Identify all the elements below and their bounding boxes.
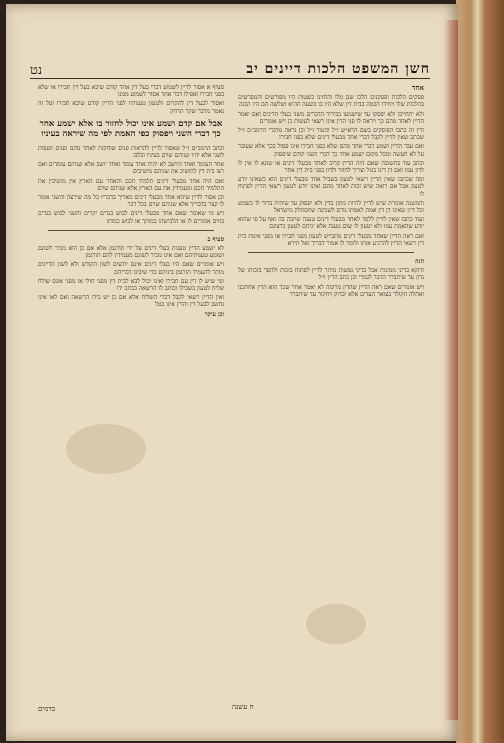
paragraph: פסקים הלכות ופסקנים הלכו שם מלו והחזינו בשטות היו מפורשים והמפרשים בהלכות שלו ויחידו הכמה בבית דין שלא היו בו בשעה ההיא ושלשה הם היו הכנה: [238, 94, 424, 109]
book-spine: [456, 0, 504, 743]
paper-stain: [66, 424, 146, 474]
paragraph: ואם היה אחד מבעלי דינים תלמיד חכם והאחר עם הארץ אין מושיבין את התלמיד חכם ומעמידין את עם הארץ אלא שניהם שוים: [38, 177, 224, 192]
right-text-column: [238, 84, 424, 300]
running-title: חשן המשפט הלכות דיינים יב: [246, 61, 430, 77]
section-divider: [248, 252, 414, 253]
section-label: הגה: [415, 258, 424, 266]
paragraph: אחד העומד ואחד היושב לא יהיה אחד עומד ואחד יושב אלא שניהם עומדים ואם רצו בית דין להושיב את שניהם מושיבים: [38, 161, 224, 176]
paragraph: ואם ראה הדיין שאחד מבעלי דינים מתבייש לטעון מפני חבירו או מפני אימת בית דין רשאי הדיין להרגיע אותו ולומר לו אמור דבריך ואל תירא: [238, 232, 424, 247]
signature-mark: ח עשנה: [232, 703, 254, 711]
section-label: סעיף ב: [207, 235, 224, 243]
paper-stain: [306, 604, 366, 644]
left-text-column: [38, 84, 224, 320]
paragraph: ועוד כתבו שאין לדיין ללמד לאחד מבעלי דינים טענה שיזכה בה ואף על פי שהוא יודע שהאמת עמו ולא יטעון לו שום טענה אלא יניחם לטעון כרצונם: [238, 216, 424, 231]
paragraph: וכתב עוד בתשובה שאם היה הדיין קרוב לאחד מבעלי דינים או שונא לו אין לו לדון עמו ואם דן דינו בטל וצריך לחזור ולדון בפני בית דין אחר: [238, 159, 424, 175]
paragraph: ודין זה כתבו הפוסקים בשם הרא״ש ז״ל והטור ז״ל וכן נראה מדברי הרמב״ם ז״ל שכתב שאין לדיין לקבל דברי אחד מבעלי דינים שלא בפני חבירו: [238, 127, 424, 142]
closing-line: וכן עיקר: [204, 310, 224, 318]
paragraph: ומי שיש לו דין עם חבירו ואינו יכול לבא לבית דין מפני חולי או מפני אונס שולח שליח לטעון בשבילו וכותב לו הרשאה בכתב ידו: [38, 277, 224, 293]
paragraph: ואסור לבעל דין להקדים ולטעון טענותיו לפני הדיין קודם שיבא חבירו ועל זה נאמר מדבר שקר תרחק: [38, 100, 224, 115]
folio-number: נט: [30, 63, 43, 78]
catchword: בדמים: [38, 705, 56, 713]
opening-lead-word: אחד: [411, 83, 424, 92]
paragraph: וכן אסור לדיין שיהא אחד מבעלי דינים מאריך בדבריו כל מה שירצה והשני אומר לו קצר בדבריך אלא שניהם שוים בכל דבר: [38, 194, 224, 209]
paragraph: ומה שכתבו שאין הדיין רשאי לטעון בשביל אחד מבעלי דינים הוא כשאינו יודע לטעון אבל אם רואה שיש זכות לאחד מהם ואינו יודע לטעון רשאי הדיין לפתוח לו: [238, 176, 424, 198]
page-header: [30, 58, 430, 79]
paragraph: ואין הדיין רשאי לקבל דברי השליח אלא אם כן יש בידו הרשאה ואם לאו אינו נחשב לבעל דין והדין אינו בטל: [38, 294, 224, 309]
page-edge-shadow: [444, 20, 458, 720]
paragraph: ויש אומרים שאם היו בעלי דינים אינם יודעים לשון הקודש ולא לשון הדיינים מותר להעמיד תורגמן ביניהם כדי שיבינו דבריהם: [38, 261, 224, 276]
paragraph: ויש מי שאומר שאם אחד מבעלי דינים לבוש בגדים יקרים והשני לבוש בגדים בזוים אומרים לו או הלבישהו כמותך או לבוש כמותו: [38, 210, 224, 225]
paragraph: והמשנה אומרת שיש לדיין להיות מתון בדין ולא יפסוק עד שיהיה ברור לו כשמש וכל דיין שאינו דן דין אמת לאמתו גורם לשכינה שתסתלק מישראל: [238, 199, 424, 215]
paragraph: ודוקא בדיני ממונות אבל בדיני נפשות מותר לדיין לפתוח בזכות ולהפך בזכותו של נדון עד שיתברר הדבר לגמרי וכן כתב הר״ן ז״ל: [238, 267, 424, 282]
paragraph: לא ישמע הדיין טענות בעלי דינים על ידי תורגמן אלא אם כן הוא מכיר לשונם ושומע טענותיהם ואם אינו מכיר לשונם מעמידין להם תורגמן: [38, 245, 224, 260]
emphasized-passage: אבל אם קדם ושמע אינו יכול לחזור בו אלא ישמע אחר כך דברי השני ויפסוק כפי האמת לפי מה שיראה בעיניו: [39, 118, 223, 139]
section-divider: [48, 230, 214, 231]
paragraph: ואם עבר הדיין ושמע דברי אחד מהם שלא בפני חבירו אינו פסול בכך אלא שעובר על לא תעשה ומכל מקום ישמע אחר כך דברי השני קודם שיפסוק: [238, 143, 424, 158]
paragraph: סעיף א אסור לדיין לשמוע דברי בעל דין אחד קודם שיבא בעל דין חבירו או שלא בפני חבירו ואפילו דבר אחד אסור לשמוע ממנו: [38, 84, 224, 99]
paragraph: ויש אומרים שאם ראה הדיין שהדין מרומה לא יאמר אחר שכך הוא הדין אחתכנו ואתלה הקולר בצואר העדים אלא יבדוק ויחקור עד שיתברר: [238, 283, 424, 298]
paragraph: וכתב הרמב״ם ז״ל שאסור לדיין להראות פנים שוחקות לאחד מהם ופנים זועפות לשני אלא יהיו שניהם שוים בעיניו ובלבו: [38, 144, 224, 160]
paragraph: ולא יתחייבו ולא יפסקו עד שישמעו בבירור הדברים משני בעלי הדינים ואם יאמר הדיין לאחד מהם כך ויראה לו פני הדין אינו רשאי לעשות כן ויש אומרים: [238, 110, 424, 125]
